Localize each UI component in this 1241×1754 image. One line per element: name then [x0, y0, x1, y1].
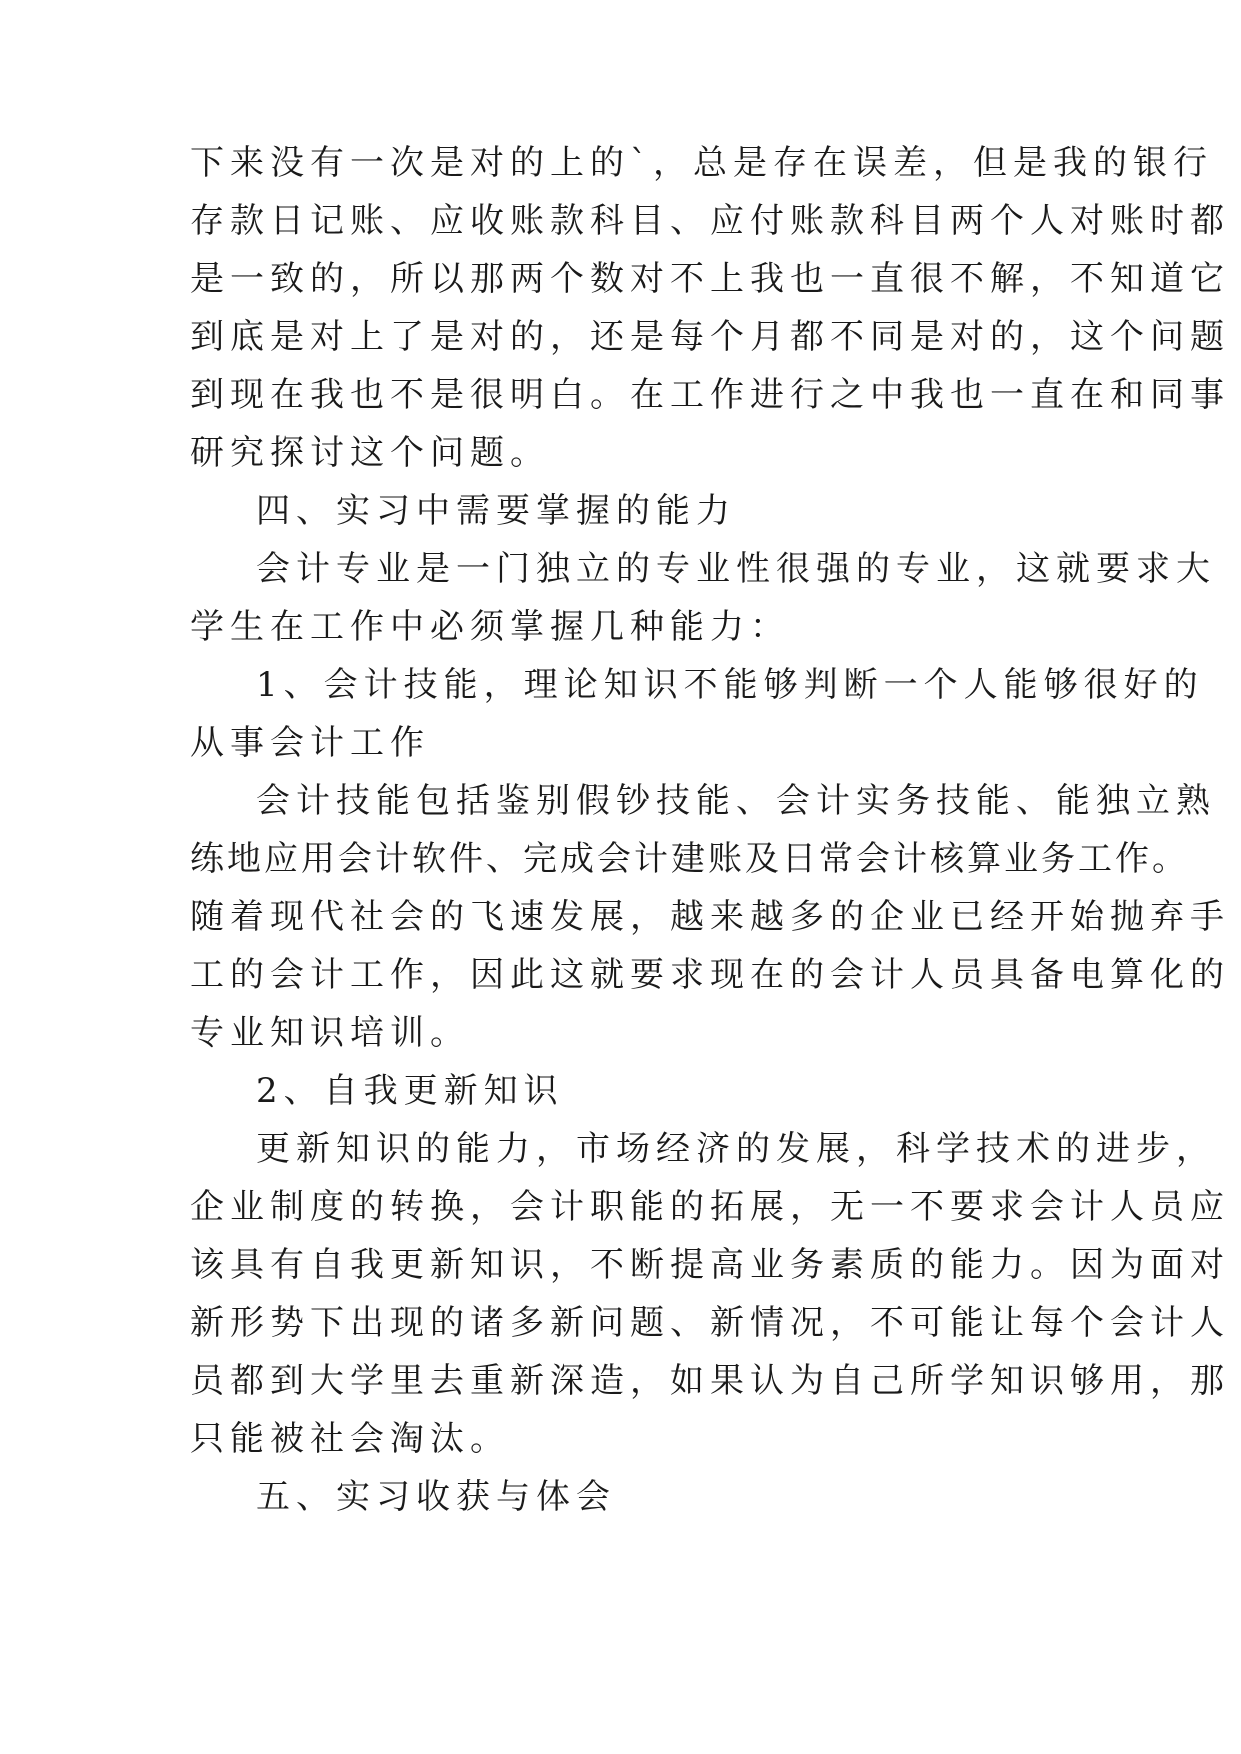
paragraph-line: 会计技能包括鉴别假钞技能、会计实务技能、能独立熟: [256, 781, 1216, 821]
paragraph-line: 研究探讨这个问题。: [190, 433, 550, 473]
paragraph-line: 存款日记账、应收账款科目、应付账款科目两个人对账时都: [190, 201, 1230, 241]
paragraph-line: 该具有自我更新知识，不断提高业务素质的能力。因为面对: [190, 1245, 1230, 1285]
paragraph-line: 会计专业是一门独立的专业性很强的专业，这就要求大: [256, 549, 1216, 589]
paragraph-line: 下来没有一次是对的上的`，总是存在误差，但是我的银行: [190, 143, 1213, 183]
paragraph-line: 是一致的，所以那两个数对不上我也一直很不解，不知道它: [190, 259, 1230, 299]
paragraph-line: 新形势下出现的诸多新问题、新情况，不可能让每个会计人: [190, 1303, 1230, 1343]
paragraph-line: 到底是对上了是对的，还是每个月都不同是对的，这个问题: [190, 317, 1230, 357]
section-heading: 四、实习中需要掌握的能力: [256, 491, 736, 531]
paragraph-line: 更新知识的能力，市场经济的发展，科学技术的进步，: [256, 1129, 1216, 1169]
subsection-heading: 2、自我更新知识: [256, 1071, 564, 1111]
paragraph-line: 练地应用会计软件、完成会计建账及日常会计核算业务工作。: [190, 839, 1189, 879]
paragraph-line: 学生在工作中必须掌握几种能力：: [190, 607, 790, 647]
paragraph-line: 随着现代社会的飞速发展，越来越多的企业已经开始抛弃手: [190, 897, 1230, 937]
paragraph-line: 企业制度的转换，会计职能的拓展，无一不要求会计人员应: [190, 1187, 1230, 1227]
paragraph-line: 工的会计工作，因此这就要求现在的会计人员具备电算化的: [190, 955, 1230, 995]
paragraph-line: 员都到大学里去重新深造，如果认为自己所学知识够用，那: [190, 1361, 1230, 1401]
section-heading: 五、实习收获与体会: [256, 1477, 616, 1517]
subsection-heading: 1、会计技能，理论知识不能够判断一个人能够很好的: [256, 665, 1204, 705]
paragraph-line: 专业知识培训。: [190, 1013, 470, 1053]
paragraph-line: 到现在我也不是很明白。在工作进行之中我也一直在和同事: [190, 375, 1230, 415]
paragraph-line: 只能被社会淘汰。: [190, 1419, 510, 1459]
subsection-heading: 从事会计工作: [190, 723, 430, 763]
